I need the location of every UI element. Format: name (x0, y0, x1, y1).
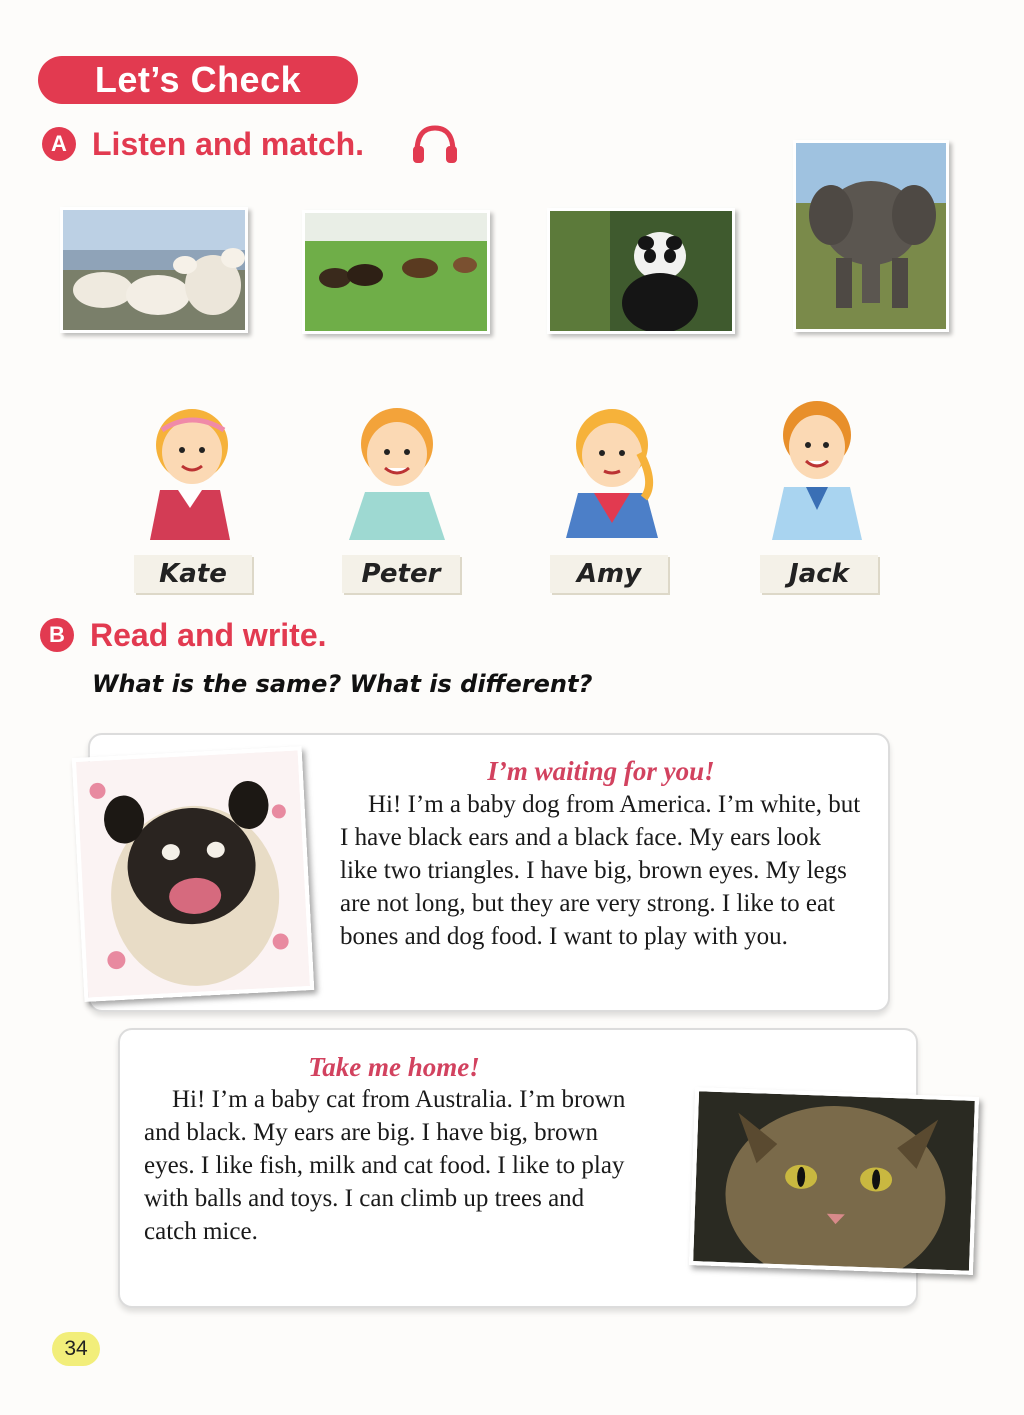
instruction-text: What is the same? What is different? (92, 670, 593, 698)
story-text-cat: Hi! I’m a baby cat from Australia. I’m brown and black. My ears are big. I have big, brown eyes. I like fish, milk and cat food. I like to play with balls and toys. I can climb up trees and catch mice. (144, 1086, 626, 1245)
name-tag-peter[interactable]: Peter (342, 555, 460, 593)
name-tag-amy[interactable]: Amy (550, 555, 668, 593)
story-text-dog: Hi! I’m a baby dog from America. I’m white, but I have black ears and a black face. My ears look like two triangles. I have big, brown eyes. My legs are not long, but they are very strong. I like to eat bones and dog food. I want to play with you. (340, 791, 861, 950)
amy-figure[interactable] (560, 393, 664, 538)
horses-photo[interactable] (302, 210, 490, 334)
panda-photo[interactable] (547, 208, 735, 334)
sheep-photo[interactable] (60, 207, 248, 333)
elephant-photo[interactable] (793, 140, 949, 332)
story-title-dog: I’m waiting for you! (487, 756, 715, 786)
section-b-badge: B (40, 618, 74, 652)
page-title: Let’s Check (38, 56, 358, 104)
page-number: 34 (52, 1332, 100, 1366)
name-tag-jack[interactable]: Jack (760, 555, 878, 593)
pug-photo[interactable] (72, 746, 314, 1002)
peter-figure[interactable] (345, 392, 449, 540)
kate-figure[interactable] (140, 390, 240, 540)
story-title-cat: Take me home! (308, 1052, 480, 1082)
section-b-title: Read and write. (90, 617, 327, 653)
jack-figure[interactable] (768, 385, 866, 540)
headphones-icon[interactable] (410, 122, 460, 166)
wildcat-photo[interactable] (689, 1087, 979, 1275)
name-tag-kate[interactable]: Kate (134, 555, 252, 593)
section-a-title: Listen and match. (92, 126, 365, 162)
section-a-badge: A (42, 127, 76, 161)
